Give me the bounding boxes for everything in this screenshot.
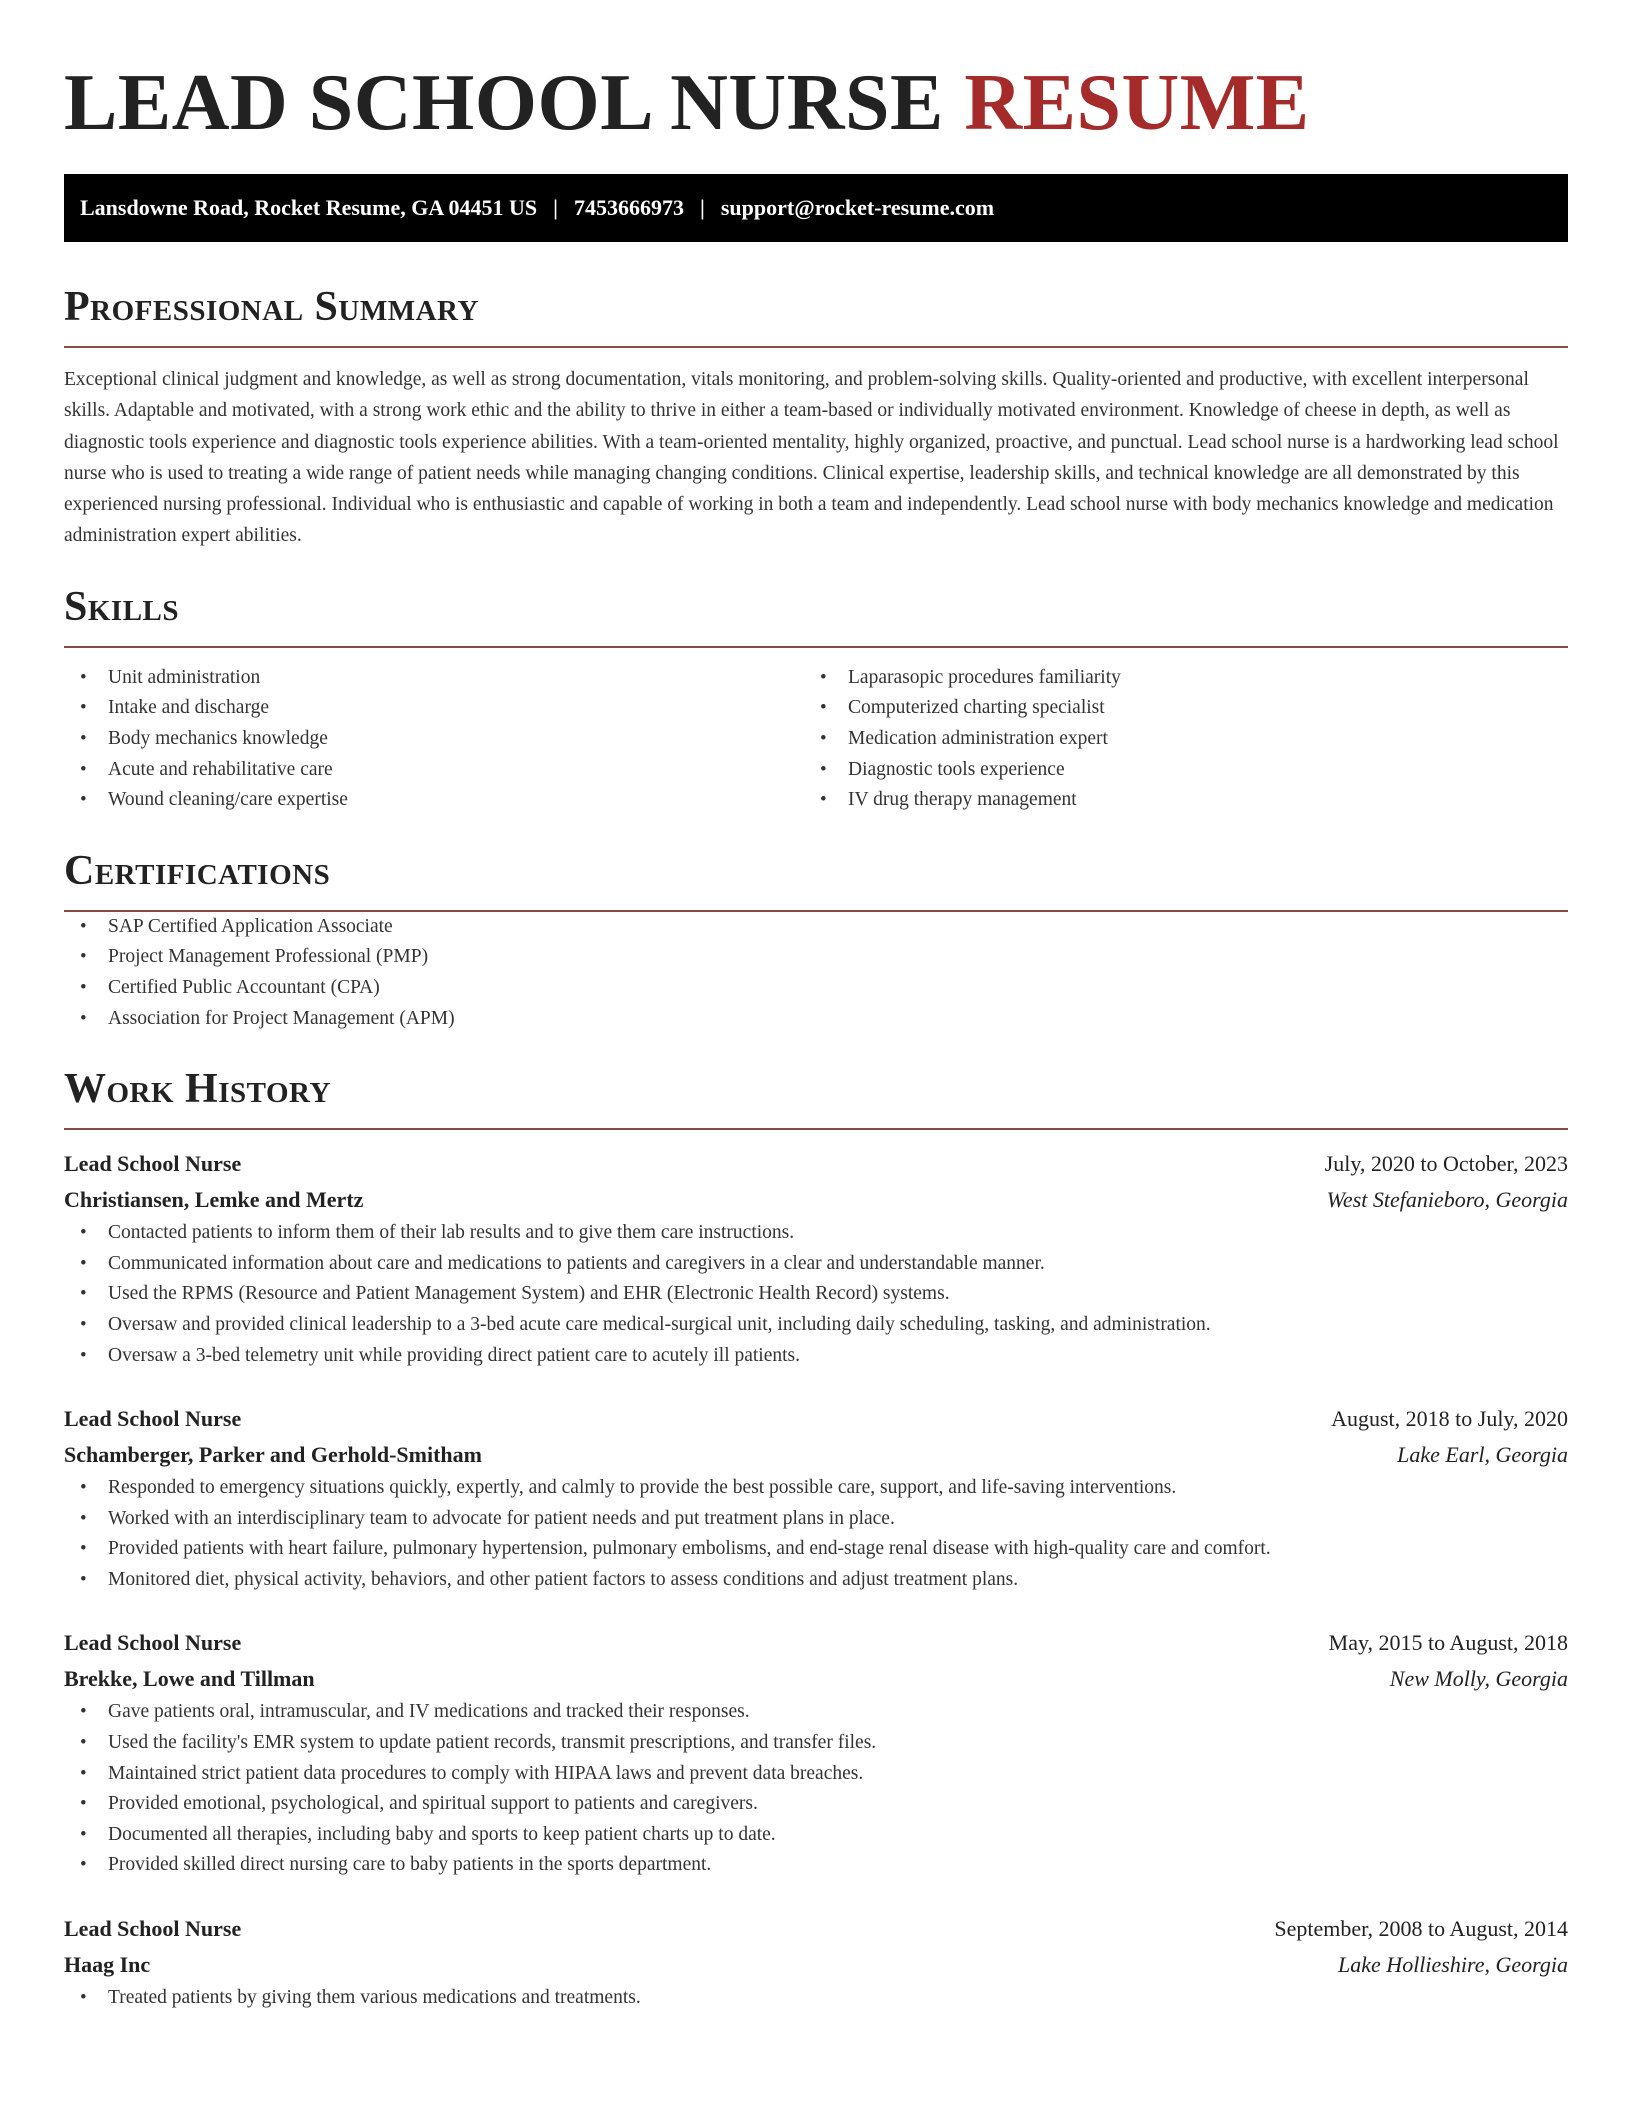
job-duty: • Provided skilled direct nursing care to baby patients in the sports department. [64, 1850, 1568, 1881]
summary-heading: Professional Summary [64, 284, 479, 330]
skills-column-left [64, 663, 804, 816]
summary-text: Exceptional clinical judgment and knowledge, as well as strong documentation, vitals monitoring, and problem-solving skills. Quality-oriented and productive, with excellent interpersonal skills. Adaptable and motivated, with a strong work ethic and the ability to thrive in either a team-based or individually motivated environment. Knowledge of cheese in depth, as well as diagnostic tools experience and diagnostic tools experience abilities. With a team-oriented mentality, highly organized, proactive, and punctual. Lead school nurse is a hardworking lead school nurse who is used to treating a wide range of patient needs while managing changing conditions. Clinical expertise, leadership skills, and technical knowledge are all demonstrated by this experienced nursing professional. Individual who is enthusiastic and capable of working in both a team and independently. Lead school nurse with body mechanics knowledge and medication administration expert abilities. [64, 369, 1559, 547]
job-duty: • Provided patients with heart failure, pulmonary hypertension, pulmonary embolisms, and end-stage renal disease with high-quality care and comfort. [64, 1534, 1568, 1565]
certification-item: • Association for Project Management (APM) [64, 1004, 1568, 1035]
job-duties-list [64, 1983, 1568, 2014]
job-company-row [64, 1182, 1568, 1218]
contact-separator: | [700, 195, 705, 220]
job-duty: • Worked with an interdisciplinary team to advocate for patient needs and put treatment plans in place. [64, 1504, 1568, 1535]
job-duty: • Used the RPMS (Resource and Patient Management System) and EHR (Electronic Health Record) systems. [64, 1279, 1568, 1310]
certification-item: • SAP Certified Application Associate [64, 912, 1568, 943]
skill-item: • Body mechanics knowledge [64, 724, 804, 755]
skill-item: • Unit administration [64, 663, 804, 694]
summary-section [64, 282, 1568, 552]
certifications-section [64, 846, 1568, 1034]
resume-title [64, 60, 1568, 146]
job-company: Christiansen, Lemke and Mertz [64, 1187, 364, 1213]
skills-section [64, 582, 1568, 816]
job-location: Lake Hollieshire, Georgia [1338, 1952, 1568, 1978]
job-entry [64, 1146, 1568, 1371]
section-divider [64, 646, 1568, 648]
job-dates: August, 2018 to July, 2020 [1331, 1406, 1568, 1432]
skill-item: • IV drug therapy management [804, 785, 1544, 816]
section-divider [64, 1128, 1568, 1130]
job-entry [64, 1401, 1568, 1595]
contact-separator: | [553, 195, 559, 220]
job-header-row [64, 1911, 1568, 1947]
job-duty: • Communicated information about care and medications to patients and caregivers in a clear and understandable manner. [64, 1249, 1568, 1280]
job-duty: • Used the facility's EMR system to update patient records, transmit prescriptions, and transfer files. [64, 1728, 1568, 1759]
job-title: Lead School Nurse [64, 1916, 242, 1942]
resume-title-main: LEAD SCHOOL NURSE [64, 59, 965, 147]
skill-item: • Acute and rehabilitative care [64, 755, 804, 786]
job-company: Brekke, Lowe and Tillman [64, 1666, 315, 1692]
contact-address: Lansdowne Road, Rocket Resume, GA 04451 US [80, 195, 538, 220]
skill-item: • Diagnostic tools experience [804, 755, 1544, 786]
job-company-row [64, 1661, 1568, 1697]
job-duty: • Documented all therapies, including baby and sports to keep patient charts up to date. [64, 1820, 1568, 1851]
job-duty: • Oversaw and provided clinical leadership to a 3-bed acute care medical-surgical unit, including daily scheduling, tasking, and administration. [64, 1310, 1568, 1341]
work-history-section [64, 1064, 1568, 2014]
section-divider [64, 346, 1568, 348]
skill-item: • Intake and discharge [64, 693, 804, 724]
job-company-row [64, 1437, 1568, 1473]
job-duty: • Treated patients by giving them various medications and treatments. [64, 1983, 1568, 2014]
certification-item: • Certified Public Accountant (CPA) [64, 973, 1568, 1004]
job-title: Lead School Nurse [64, 1630, 242, 1656]
skills-column-right [804, 663, 1544, 816]
contact-email: support@rocket-resume.com [720, 195, 995, 220]
skills-heading: Skills [64, 583, 180, 630]
job-location: New Molly, Georgia [1389, 1666, 1568, 1692]
job-header-row [64, 1401, 1568, 1437]
certifications-heading: Certifications [64, 847, 331, 894]
job-header-row [64, 1625, 1568, 1661]
certification-item: • Project Management Professional (PMP) [64, 942, 1568, 973]
job-duty: • Contacted patients to inform them of their lab results and to give them care instructions. [64, 1218, 1568, 1249]
job-duty: • Maintained strict patient data procedures to comply with HIPAA laws and prevent data breaches. [64, 1759, 1568, 1790]
job-duty: • Provided emotional, psychological, and spiritual support to patients and caregivers. [64, 1789, 1568, 1820]
job-title: Lead School Nurse [64, 1151, 242, 1177]
job-title: Lead School Nurse [64, 1406, 242, 1432]
job-duty: • Oversaw a 3-bed telemetry unit while providing direct patient care to acutely ill patients. [64, 1341, 1568, 1372]
job-location: Lake Earl, Georgia [1397, 1442, 1568, 1468]
contact-bar [64, 174, 1568, 242]
skills-grid [64, 663, 1568, 816]
job-dates: July, 2020 to October, 2023 [1324, 1151, 1568, 1177]
job-duty: • Responded to emergency situations quickly, expertly, and calmly to provide the best possible care, support, and life-saving interventions. [64, 1473, 1568, 1504]
job-duties-list [64, 1218, 1568, 1371]
job-company-row [64, 1947, 1568, 1983]
contact-phone: 7453666973 [574, 195, 685, 220]
job-header-row [64, 1146, 1568, 1182]
job-company: Haag Inc [64, 1952, 151, 1978]
job-dates: September, 2008 to August, 2014 [1274, 1916, 1568, 1942]
job-entry [64, 1625, 1568, 1881]
job-duties-list [64, 1473, 1568, 1595]
job-location: West Stefanieboro, Georgia [1326, 1187, 1568, 1213]
skill-item: • Laparasopic procedures familiarity [804, 663, 1544, 694]
job-entry [64, 1911, 1568, 2014]
work-history-heading: Work History [64, 1066, 331, 1113]
skill-item: • Computerized charting specialist [804, 693, 1544, 724]
job-duties-list [64, 1697, 1568, 1881]
skill-item: • Wound cleaning/care expertise [64, 785, 804, 816]
job-duty: • Monitored diet, physical activity, behaviors, and other patient factors to assess conditions and adjust treatment plans. [64, 1565, 1568, 1596]
skill-item: • Medication administration expert [804, 724, 1544, 755]
job-duty: • Gave patients oral, intramuscular, and IV medications and tracked their responses. [64, 1697, 1568, 1728]
certifications-list [64, 912, 1568, 1034]
job-company: Schamberger, Parker and Gerhold-Smitham [64, 1442, 482, 1468]
job-dates: May, 2015 to August, 2018 [1328, 1630, 1568, 1656]
resume-title-accent: RESUME [964, 59, 1310, 147]
